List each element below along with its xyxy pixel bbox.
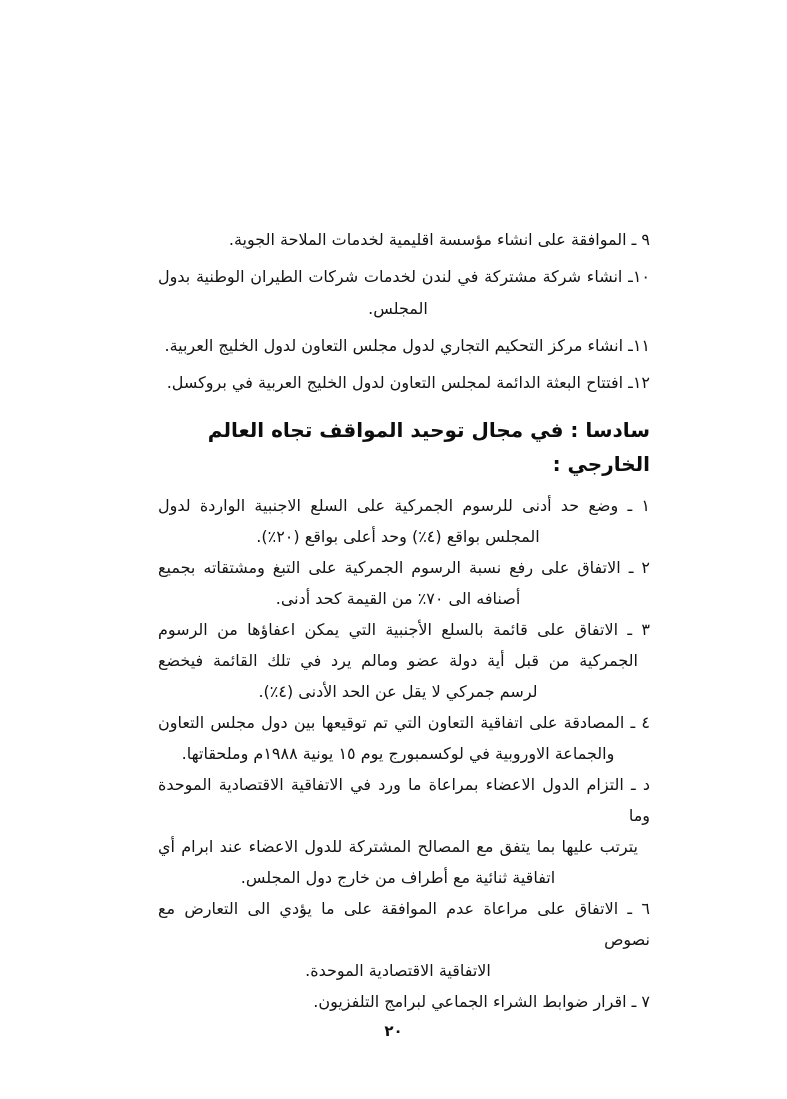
page-footer (0, 1021, 787, 1040)
text-line: ١٢ـ افتتاح البعثة الدائمة لمجلس التعاون لدول الخليج العربية في بروكسل. (166, 373, 650, 392)
text-line: ٢ ـ الاتفاق على رفع نسبة الرسوم الجمركية على التبغ ومشتقاته بجميع (158, 558, 650, 577)
text-line: الاتفاقية الاقتصادية الموحدة. (305, 961, 491, 980)
text-line: ٦ ـ الاتفاق على مراعاة عدم الموافقة على ما يؤدي الى التعارض مع نصوص (158, 899, 650, 949)
list-item (158, 330, 650, 362)
text-line: ١ ـ وضع حد أدنى للرسوم الجمركية على السلع الاجنبية الواردة لدول (158, 496, 650, 515)
section-heading: سادسا : في مجال توحيد المواقف تجاه العالم الخارجي : (207, 418, 650, 476)
list-item (158, 261, 650, 325)
list-item (158, 552, 650, 614)
list-item (158, 707, 650, 769)
text-line: المجلس بواقع (٤٪) وحد أعلى بواقع (٢٠٪). (256, 527, 540, 546)
text-line: يترتب عليها بما يتفق مع المصالح المشتركة للدول الاعضاء عند ابرام أي (158, 837, 638, 856)
list-item (158, 367, 650, 399)
text-line: ٤ ـ المصادقة على اتفاقية التعاون التي تم توقيعها بين دول مجلس التعاون (158, 713, 650, 732)
list-item (158, 614, 650, 707)
list-item (158, 893, 650, 986)
text-line: والجماعة الاوروبية في لوكسمبورج يوم ١٥ يونية ١٩٨٨م وملحقاتها. (181, 744, 615, 763)
text-line: د ـ التزام الدول الاعضاء بمراعاة ما ورد في الاتفاقية الاقتصادية الموحدة وما (158, 775, 650, 825)
text-line: ٣ ـ الاتفاق على قائمة بالسلع الأجنبية التي يمكن اعفاؤها من الرسوم (158, 620, 650, 639)
text-line: اتفاقية ثنائية مع أطراف من خارج دول المجلس. (240, 868, 556, 887)
list-item (158, 769, 650, 893)
main-list (158, 490, 650, 1017)
text-line: لرسم جمركي لا يقل عن الحد الأدنى (٤٪). (258, 682, 538, 701)
text-line: ٧ ـ اقرار ضوابط الشراء الجماعي لبرامج التلفزيون. (313, 992, 650, 1011)
page-number: ٢٠ (384, 1022, 403, 1040)
list-item (158, 490, 650, 552)
text-line: أصنافه الى ٧٠٪ من القيمة كحد أدنى. (275, 589, 521, 608)
text-block (158, 224, 650, 1017)
text-line: الجمركية من قبل أية دولة عضو ومالم يرد في تلك القائمة فيخضع (158, 651, 638, 670)
list-item (158, 986, 650, 1017)
text-line: ٩ ـ الموافقة على انشاء مؤسسة اقليمية لخدمات الملاحة الجوية. (228, 230, 650, 249)
list-item (158, 224, 650, 256)
text-line: ١١ـ انشاء مركز التحكيم التجاري لدول مجلس التعاون لدول الخليج العربية. (164, 336, 650, 355)
top-list (158, 224, 650, 399)
text-line: المجلس. (368, 299, 428, 318)
text-line: ١٠ـ انشاء شركة مشتركة في لندن لخدمات شركات الطيران الوطنية بدول (158, 267, 650, 286)
